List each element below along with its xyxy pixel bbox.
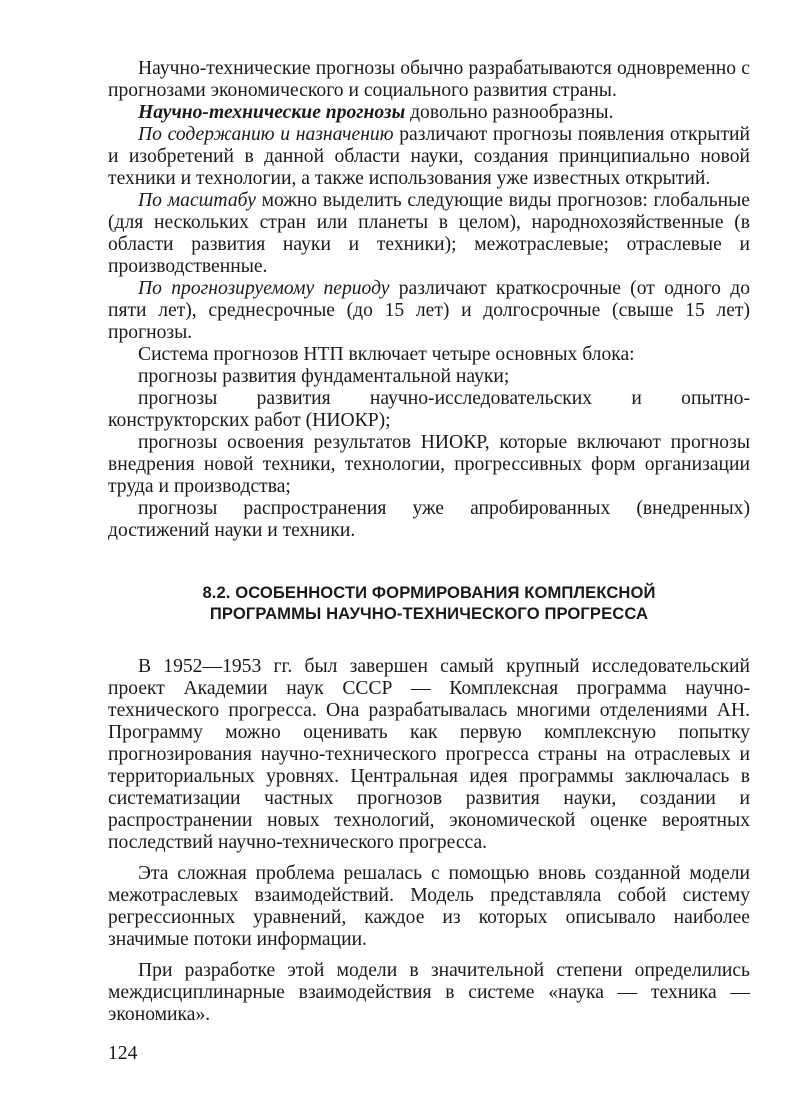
section-program [108,656,750,1026]
paragraph: В 1952—1953 гг. был завершен самый крупный исследовательский проект Академии наук СССР — Комплексная программа научно-технического прогресса. Она разрабатывалась многими отделениями АН. Программу можно оценивать как первую комплексную попытку прогнозирования научно-технического прогресса страны на отраслевых и территориальных уровнях. Центральная идея программы заключалась в систематизации частных прогнозов развития науки, создании и распространении новых технологий, экономической оценке вероятных последствий научно-технического прогресса. [108,656,750,853]
paragraph [108,278,750,344]
section-heading-line: ПРОГРАММЫ НАУЧНО-ТЕХНИЧЕСКОГО ПРОГРЕССА [209,604,649,623]
list-item: прогнозы развития научно-исследовательских и опытно-конструкторских работ (НИОКР); [108,388,750,431]
list-item: прогнозы развития фундаментальной науки; [138,366,510,387]
paragraph [108,124,750,190]
paragraph: При разработке этой модели в значительной степени определились междисциплинарные взаимодействия в системе «наука — техника — экономика». [108,960,750,1025]
paragraph-text: различают прогнозы появления открытий и изобретений в данной области науки, создания принципиально новой техники и технологии, а также использования уже известных открытий. [108,124,750,189]
list-item: прогнозы освоения результатов НИОКР, которые включают прогнозы внедрения новой техники, технологии, прогрессивных форм организации труда и производства; [108,432,750,497]
paragraph-text: можно выделить следующие виды прогнозов: глобальные (для нескольких стран или планеты в целом), народнохозяйственные (в области развития науки и техники); межотраслевые; отраслевые и производственные. [108,190,750,277]
page-body [108,58,750,1026]
emphasis-term: По масштабу [138,190,256,211]
paragraph: Эта сложная проблема решалась с помощью вновь созданной модели межотраслевых взаимодействий. Модель представляла собой систему регрессионных уравнений, каждое из которых описывало наиболее значимые потоки информации. [108,863,750,950]
paragraph: Научно-технические прогнозы обычно разрабатываются одновременно с прогнозами экономического и социального развития страны. [108,58,750,101]
list-item: прогнозы распространения уже апробированных (внедренных) достижений науки и техники. [108,498,750,541]
emphasis-term: По содержанию и назначению [138,124,394,145]
section-heading [108,582,750,624]
paragraph-text: довольно разнообразны. [405,102,614,123]
section-intro [108,58,750,542]
paragraph [108,102,750,124]
emphasis-term: Научно-технические прогнозы [138,102,406,123]
paragraph-text: различают краткосрочные (от одного до пяти лет), среднесрочные (до 15 лет) и долгосрочные (свыше 15 лет) прогнозы. [108,278,750,343]
paragraph: Система прогнозов НТП включает четыре основных блока: [138,344,635,365]
page-number: 124 [108,1043,138,1064]
section-heading-line: 8.2. ОСОБЕННОСТИ ФОРМИРОВАНИЯ КОМПЛЕКСНОЙ [202,583,656,602]
emphasis-term: По прогнозируемому периоду [138,278,390,299]
paragraph [108,190,750,278]
